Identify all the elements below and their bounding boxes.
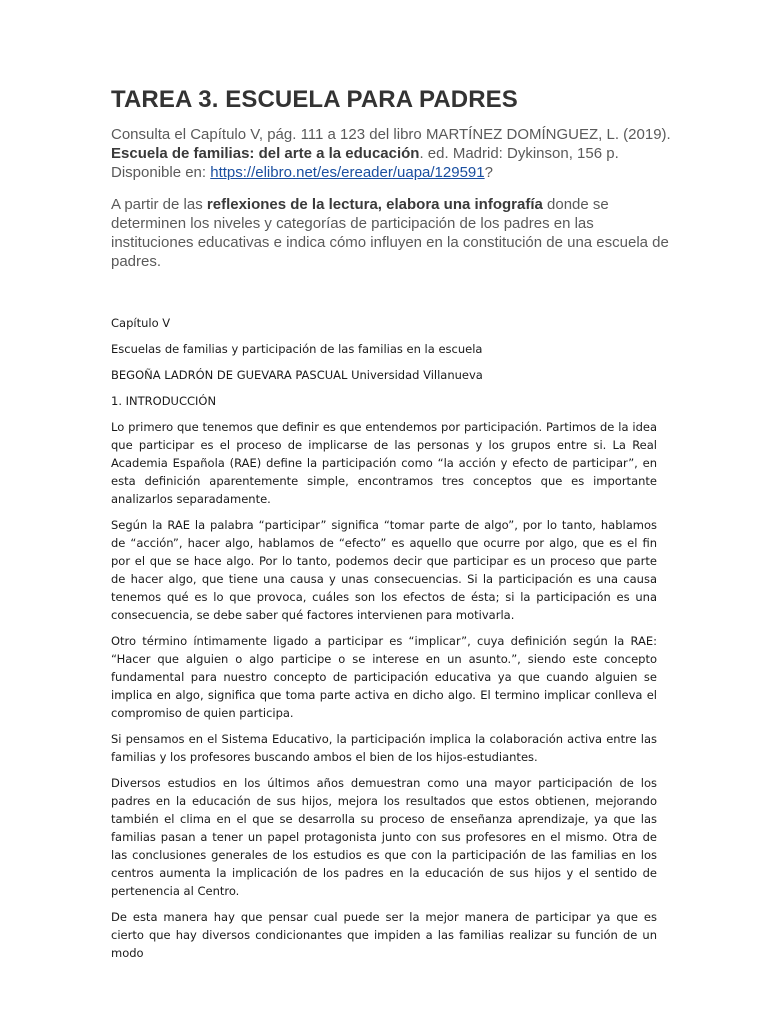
chapter-subtitle: Escuelas de familias y participación de las familias en la escuela <box>111 342 483 356</box>
body-paragraph: De esta manera hay que pensar cual puede ser la mejor manera de participar ya que es cierto que hay diversos condicionantes que impiden a las familias realizar su función de un modo <box>111 910 657 960</box>
task-bold: reflexiones de la lectura, elabora una infografía <box>206 196 543 213</box>
body-paragraph: Lo primero que tenemos que definir es que entendemos por participación. Partimos de la idea que participar es el proceso de implicarse de las personas y los grupos entre si. La Real Academia Española (RAE) define la participación como “la acción y efecto de participar”, en esta definición aparentemente simple, encontramos tres conceptos que es importante analizarlos separadamente. <box>111 420 657 506</box>
citation-text-2: . ed. Madrid: Dykinson, 156 p. Disponible en: <box>111 145 619 181</box>
assignment-instructions <box>111 125 671 182</box>
body-paragraph: Diversos estudios en los últimos años demuestran como una mayor participación de los padres en la educación de sus hijos, mejora los resultados que estos obtienen, mejorando también el clima en el que se desarrolla su proceso de enseñanza aprendizaje, ya que las familias pasan a tener un papel protagonista junto con sus profesores en el mismo. Otra de las conclusiones generales de los estudios es que con la participación de las familias en los centros aumenta la implicación de los padres en la educación de sus hijos y el sentido de pertenencia al Centro. <box>111 776 657 898</box>
ereader-link[interactable]: https://elibro.net/es/ereader/uapa/129591 <box>210 164 485 181</box>
book-title: Escuela de familias: del arte a la educación <box>111 145 420 162</box>
task-text-2: donde se determinen los niveles y categorías de participación de los padres en las instituciones educativas e indica cómo influyen en la constitución de una escuela de padres. <box>111 196 669 270</box>
chapter-author: BEGOÑA LADRÓN DE GUEVARA PASCUAL Universidad Villanueva <box>111 368 483 382</box>
body-paragraph: Otro término íntimamente ligado a participar es “implicar”, cuya definición según la RAE: “Hacer que alguien o algo participe o se interese en un asunto.”, siendo este concepto fundamental para nuestro concepto de participación educativa ya que cuando alguien se implica en algo, significa que toma parte activa en dicho algo. El termino implicar conlleva el compromiso de quien participa. <box>111 634 657 720</box>
chapter-excerpt <box>111 314 657 970</box>
body-paragraph: Según la RAE la palabra “participar” significa “tomar parte de algo”, por lo tanto, hablamos de “acción”, hacer algo, hablamos de “efecto” es aquello que ocurre por algo, que es el fin por el que se hace algo. Por lo tanto, podemos decir que participar es un proceso que parte de hacer algo, que tiene una causa y unas consecuencias. Si la participación es una causa tenemos qué es lo que provoca, cuáles son los efectos de ésta; si la participación es una consecuencia, se debe saber qué factores intervienen para motivarla. <box>111 518 657 622</box>
citation-text: Consulta el Capítulo V, pág. 111 a 123 del libro MARTÍNEZ DOMÍNGUEZ, L. (2019). <box>111 126 671 143</box>
body-paragraph: Si pensamos en el Sistema Educativo, la participación implica la colaboración activa entre las familias y los profesores buscando ambos el bien de los hijos-estudiantes. <box>111 732 657 764</box>
task-text: A partir de las <box>111 196 207 213</box>
chapter-label: Capítulo V <box>111 316 171 330</box>
assignment-task <box>111 195 671 271</box>
section-heading: 1. INTRODUCCIÓN <box>111 394 217 408</box>
citation-end: ? <box>484 164 493 181</box>
page-title: TAREA 3. ESCUELA PARA PADRES <box>111 86 518 113</box>
